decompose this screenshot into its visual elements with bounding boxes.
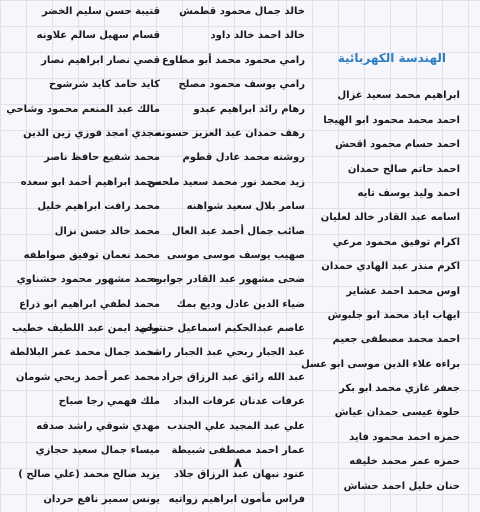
name-entry: ملك فهمي رجا صباح [58, 396, 160, 408]
name-entry: صائب جمال أحمد عبد العال [171, 225, 305, 237]
name-entry: خالد جمال محمود قطمش [179, 6, 305, 17]
name-entry: رامي محمود محمد أبو مطاوع [162, 54, 305, 66]
name-entry: عبد الجبار ربحي عبد الجبار راشد [146, 347, 305, 359]
name-entry: محمد ابراهيم أحمد ابو سعده [20, 176, 160, 188]
name-entry: زيد محمد نور محمد سعيد ملحس [147, 176, 305, 188]
name-entry: كايد حامد كايد شرشوح [49, 79, 160, 91]
name-entry: حلوة عيسى حمدان عياش [334, 407, 460, 419]
name-entry: يونس سمير نافع حردان [43, 493, 160, 505]
name-entry: حمزه عمر محمد خليفه [349, 456, 460, 468]
name-entry: اكرام توفيق محمود مرعي [332, 236, 460, 248]
name-entry: ضحى مشهور عبد القادر جوابره [150, 274, 305, 286]
name-entry: مهدي شوقي راشد صدقه [36, 420, 160, 432]
name-entry: حمزه احمد محمود فايد [349, 431, 460, 443]
name-entry: عاصم عبدالحكيم اسماعيل حنتولي [138, 323, 305, 335]
name-entry: روشنه محمد عادل قطوم [182, 152, 305, 164]
name-entry: مجدي امجد فوزي زين الدين [23, 127, 160, 139]
name-entry: عنود نبهان عبد الرزاق جلاد [173, 469, 305, 481]
name-entry: محمد نعمان توفيق صواطفه [23, 249, 160, 261]
name-entry: قصي نصار ابراهيم نصار [41, 54, 160, 66]
name-entry: رهام رائد ابراهيم عبدو [193, 103, 305, 115]
name-entry: محمد رافت ابراهيم خليل [37, 201, 160, 213]
middle-name-column [138, 0, 305, 512]
name-entry: حنان خليل احمد حشاش [343, 480, 460, 492]
name-entry: محمد لطفي ابراهيم ابو ذراع [19, 298, 160, 310]
right-name-list [301, 84, 460, 499]
left-name-list [6, 0, 160, 512]
name-entry: يزيد صالح محمد (علي صالح ) [18, 469, 160, 481]
name-entry: قسام سهيل سالم علاونه [36, 30, 160, 42]
name-entry: محمد عمر أحمد ربحي شومان [15, 371, 160, 383]
name-entry: ايهاب اياد محمد ابو جلبوش [327, 309, 460, 321]
name-entry: عرفات عدنان عرفات البداد [173, 396, 305, 408]
name-entry: براءه علاء الدين موسى ابو عسل [301, 358, 460, 370]
name-entry: رهف حمدان عبد العزيز حسونه [155, 127, 305, 139]
name-entry: محمد جمال محمد عمر البلالطة [9, 347, 160, 359]
name-entry: عبد الله رائق عبد الرزاق جراد [161, 371, 305, 383]
name-entry: محمد خالد حسن نزال [54, 225, 160, 237]
name-entry: سامر بلال سعيد شواهنه [186, 201, 305, 213]
name-entry: احمد وليد يوسف تايه [357, 187, 460, 199]
page-number: ٨ [234, 456, 242, 471]
name-entry: ابراهيم محمد سعيد غزال [337, 90, 460, 102]
name-entry: علي عبد المجيد علي الجندب [167, 420, 305, 432]
name-entry: احمد محمد مصطفى جعيم [332, 334, 460, 346]
name-entry: قتيبة حسن سليم الخضر [42, 6, 160, 17]
name-entry: اكرم منذر عبد الهادي حمدان [321, 261, 460, 273]
right-name-column [301, 0, 460, 499]
name-entry: ميساء جمال سعيد حجازي [35, 445, 160, 457]
section-title: الهندسة الكهربائية [337, 51, 446, 65]
name-entry: خالد احمد خالد داود [210, 30, 305, 42]
name-entry: جعفر غازي محمد ابو بكر [339, 383, 460, 395]
name-entry: احمد محمد محمود ابو الهيجا [323, 114, 460, 126]
name-entry: فراس مأمون ابراهيم زواتيه [168, 493, 305, 505]
name-entry: اوس محمد احمد عشاير [346, 285, 460, 297]
name-entry: احمد حاتم صالح حمدان [347, 163, 460, 175]
name-entry: محمد ايمن عبد اللطيف خطيب [12, 323, 160, 335]
name-entry: مالك عبد المنعم محمود وشاحي [6, 103, 160, 115]
middle-name-list [138, 0, 305, 512]
name-entry: اسامه عبد القادر خالد لعليان [320, 212, 460, 224]
name-entry: محمد مشهور محمود حشناوي [16, 274, 160, 286]
name-entry: عمار احمد مصطفى شبيطة [171, 445, 305, 457]
name-entry: صهيب يوسف موسى موسى [167, 249, 305, 261]
name-entry: محمد شفيع حافظ ناصر [44, 152, 160, 164]
name-entry: احمد حسام محمود اقحش [335, 139, 460, 151]
name-entry: ضياء الدين عادل وديع بمك [176, 298, 305, 310]
name-entry: رامي يوسف محمود مصلح [178, 79, 305, 91]
left-name-column [6, 0, 160, 512]
